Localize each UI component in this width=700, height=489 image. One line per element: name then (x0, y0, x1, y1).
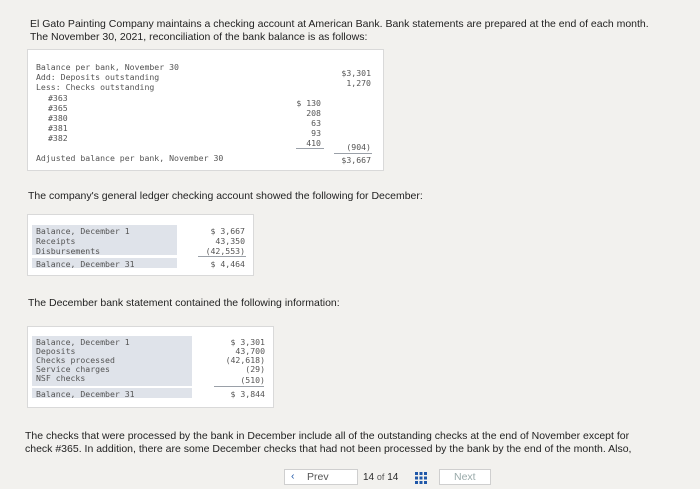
page-current: 14 (363, 472, 375, 483)
next-label: Next (454, 471, 476, 483)
statement-label: Service charges (36, 364, 110, 374)
footer-line-2: check #365. In addition, there are some December checks that had not been processed by the bank by the end of the month. Also, (25, 443, 632, 455)
ledger-value: 43,350 (215, 236, 245, 246)
recon-balance-value: $3,301 (341, 68, 371, 78)
page-indicator (363, 472, 398, 483)
page-total: 14 (387, 472, 399, 483)
checks-total: (904) (346, 142, 371, 152)
prev-label: Prev (307, 471, 329, 483)
check-amount: 410 (306, 138, 321, 148)
underline (214, 386, 264, 387)
check-amount: $ 130 (296, 98, 321, 108)
recon-deposits-label: Add: Deposits outstanding (36, 72, 160, 82)
statement-value: $ 3,844 (230, 389, 265, 399)
statement-value: (510) (240, 375, 265, 385)
check-number: #380 (48, 113, 68, 123)
check-amount: 208 (306, 108, 321, 118)
statement-label: NSF checks (36, 373, 86, 383)
recon-adjusted-label: Adjusted balance per bank, November 30 (36, 153, 224, 163)
ledger-value: $ 3,667 (210, 226, 245, 236)
reconciliation-panel (28, 50, 383, 170)
ledger-label: Receipts (36, 236, 76, 246)
check-number: #363 (48, 93, 68, 103)
statement-heading: The December bank statement contained the following information: (28, 297, 340, 309)
ledger-heading: The company's general ledger checking account showed the following for December: (28, 190, 423, 202)
recon-adjusted-value: $3,667 (341, 155, 371, 165)
footer-line-1: The checks that were processed by the bank in December include all of the outstanding checks at the end of November except for (25, 430, 630, 442)
check-amount: 63 (311, 118, 321, 128)
ledger-label: Disbursements (36, 246, 101, 256)
ledger-value: (42,553) (205, 246, 245, 256)
recon-deposits-value: 1,270 (346, 78, 371, 88)
check-number: #382 (48, 133, 68, 143)
statement-value: 43,700 (235, 346, 265, 356)
check-number: #381 (48, 123, 68, 133)
underline (198, 256, 246, 257)
check-number: #365 (48, 103, 68, 113)
ledger-label: Balance, December 31 (36, 259, 135, 269)
intro-line-1: El Gato Painting Company maintains a checking account at American Bank. Bank statements are prepared at the end of each month. (30, 18, 649, 30)
page-of: of (376, 472, 385, 482)
recon-less-label: Less: Checks outstanding (36, 82, 155, 92)
grid-icon[interactable] (415, 471, 427, 483)
statement-value: $ 3,301 (230, 337, 265, 347)
underline (334, 153, 372, 154)
chevron-left-icon: ‹ (291, 470, 295, 482)
statement-label: Checks processed (36, 355, 115, 365)
check-amount: 93 (311, 128, 321, 138)
ledger-panel (28, 215, 253, 275)
ledger-label: Balance, December 1 (36, 226, 130, 236)
next-button[interactable] (440, 470, 490, 484)
statement-label: Balance, December 31 (36, 389, 135, 399)
prev-button[interactable] (285, 470, 357, 484)
statement-label: Balance, December 1 (36, 337, 130, 347)
statement-value: (42,618) (225, 355, 265, 365)
intro-line-2: The November 30, 2021, reconciliation of the bank balance is as follows: (30, 31, 368, 43)
ledger-value: $ 4,464 (210, 259, 245, 269)
statement-value: (29) (245, 364, 265, 374)
statement-label: Deposits (36, 346, 76, 356)
underline (296, 148, 324, 149)
statement-panel (28, 327, 273, 407)
recon-balance-label: Balance per bank, November 30 (36, 62, 179, 72)
